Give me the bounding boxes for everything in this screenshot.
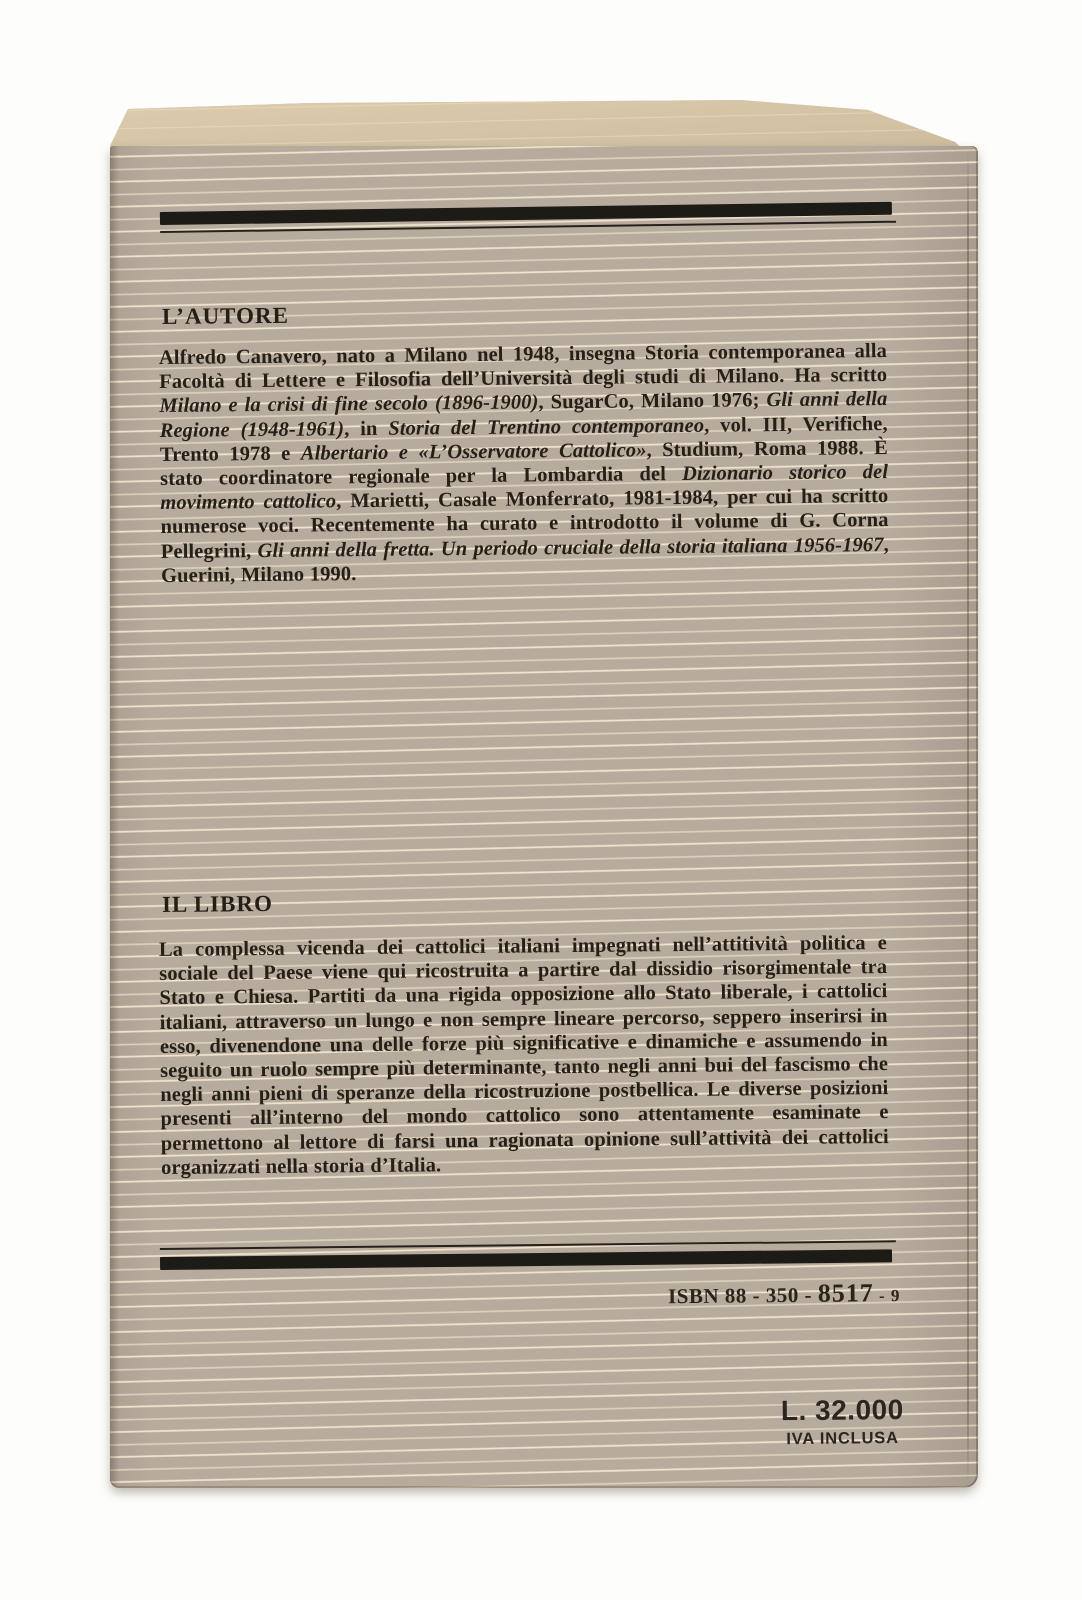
author-bio-text [159,339,889,588]
isbn-line [667,1278,900,1310]
isbn-code: 8517 [817,1278,874,1308]
bio-segment: Alfredo Canavero, nato a Milano nel 1948, insegna Storia contemporanea alla Facoltà di Lettere e Filosofia dell’Università degli studi di Milano. Ha scritto [158,340,888,394]
book-section-heading: IL LIBRO [161,890,274,917]
bio-segment: , SugarCo, Milano 1976; [538,389,767,414]
bio-segment: , Guerini, Milano 1990. [160,533,889,587]
isbn-prefix: ISBN 88 - 350 - [667,1282,818,1309]
bio-title-italic: Storia del Trentino contemporaneo [388,414,705,440]
bio-segment: , Studium, Roma 1988. È stato coordinatore regionale per la Lombardia del [160,436,888,491]
bio-title-italic: Dizionario storico del movimento cattolico [160,461,889,515]
bottom-thick-rule [160,1249,892,1270]
book-description-text: La complessa vicenda dei cattolici italiani impegnati nell’attitività politica e sociale del Paese viene qui ricostruita a partire dal dissidio risorgimentale tra Stato e Chiesa. Partiti da una rigida opposizione allo Stato liberale, i cattolici italiani, attraverso un lungo e non sempre lineare percorso, seppero inserirsi in esso, divenendone una delle forze più significative e dinamiche e assumendo in seguito un ruolo sempre più determinante, tanto negli anni bui del fascismo che negli anni pieni di speranze della ricostruzione postbellica. Le diverse posizioni presenti all’interno del mondo cattolico sono attentamente esaminate e permettono al lettore di farsi una ragionata opinione sull’attività dei cattolici organizzati nella storia d’Italia. [158,932,889,1179]
book-back-cover [110,100,978,1490]
top-rule-group [160,202,892,233]
bottom-thin-rule [160,1240,896,1250]
isbn-suffix: - 9 [873,1286,901,1306]
bio-segment: , in [344,417,389,440]
price-block [781,1394,904,1449]
bottom-rule-group [160,1240,892,1270]
bio-title-italic: Milano e la crisi di fine secolo (1896-1900) [159,391,539,418]
bio-title-italic: Gli anni della fretta. Un periodo cruciale della storia italiana 1956-1967 [257,533,884,562]
bio-segment: , vol. III, Verifiche, Trento 1978 e [159,412,888,466]
cover-face [110,146,978,1488]
vat-included-note: IVA INCLUSA [786,1429,900,1449]
bio-title-italic: Albertario e «L’Osservatore Cattolico» [300,439,647,465]
bio-title-italic: Gli anni della Regione (1948-1961) [159,388,888,442]
author-section-heading: L’AUTORE [161,302,289,329]
price-amount: L. 32.000 [780,1394,905,1427]
bio-segment: , Marietti, Casale Monferrato, 1981-1984, per cui ha scritto numerose voci. Recentemente ha curato e introdotto il volume di G. Corna Pellegrini, [160,485,889,563]
